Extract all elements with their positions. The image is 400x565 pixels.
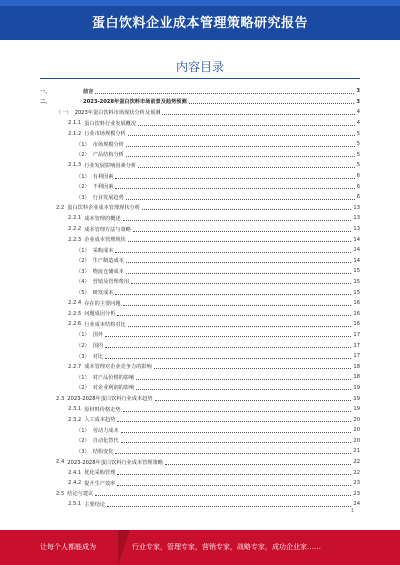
toc-entry-number: 2.2	[56, 204, 65, 211]
toc-entry-number: 2.2.2	[68, 226, 82, 233]
toc-entry-number: （2）	[76, 343, 90, 350]
toc-entry[interactable]	[40, 128, 360, 139]
toc-entry-number: 2.2.5	[68, 310, 82, 317]
toc-leader-dots	[136, 389, 351, 390]
toc-entry-page: 6	[356, 183, 360, 190]
toc-entry[interactable]	[40, 308, 360, 319]
toc-entry[interactable]	[40, 256, 360, 267]
toc-entry-title: 有利因素	[92, 173, 114, 180]
toc-entry[interactable]	[40, 383, 360, 394]
toc-entry-title: 蛋白饮料企业成本管理现状分析	[67, 205, 140, 212]
toc-entry[interactable]	[40, 234, 360, 245]
toc-entry-page: 17	[353, 353, 360, 360]
toc-entry-title: 行业发展趋势	[92, 194, 124, 201]
toc-entry-number: 2.4	[56, 459, 65, 466]
toc-entry-number: 2.2.7	[68, 363, 82, 370]
toc-entry-page: 14	[353, 247, 360, 254]
toc-entry[interactable]	[40, 361, 360, 372]
toc-entry-number: 2.3.2	[68, 416, 82, 423]
header-stripe	[0, 0, 400, 6]
toc-entry-page: 15	[353, 268, 360, 275]
toc-entry-number: 2.4.2	[68, 480, 82, 487]
toc-entry-number: （4）	[76, 279, 90, 286]
toc-leader-dots	[142, 209, 352, 210]
toc-entry[interactable]	[40, 478, 360, 489]
toc-entry-number: （2）	[76, 152, 90, 159]
toc-entry-number: （3）	[76, 353, 90, 360]
toc-entry[interactable]	[40, 181, 360, 192]
toc-entry-title: 前言	[83, 88, 94, 95]
toc-leader-dots	[165, 464, 351, 465]
toc-leader-dots	[95, 93, 354, 94]
toc-entry-page: 13	[353, 215, 360, 222]
toc-leader-dots	[126, 199, 355, 200]
toc-leader-dots	[123, 220, 352, 221]
toc-entry-number: 2.1.1	[68, 120, 82, 127]
toc-entry-number: （3）	[76, 268, 90, 275]
toc-entry[interactable]	[40, 192, 360, 203]
toc-leader-dots	[117, 315, 351, 316]
toc-entry-title: 产品结构分析	[92, 152, 124, 159]
toc-entry-title: 原材料价格走势	[84, 406, 121, 413]
toc-entry-page: 16	[353, 321, 360, 328]
toc-entry-number: （一）	[56, 109, 72, 116]
toc-entry-number: （3）	[76, 194, 90, 201]
toc-entry-number: （1）	[76, 141, 90, 148]
toc-entry-page: 16	[353, 310, 360, 317]
toc-entry[interactable]	[40, 213, 360, 224]
toc-entry-title: 行业成本结构对比	[84, 321, 126, 328]
toc-leader-dots	[131, 283, 351, 284]
toc-leader-dots	[115, 453, 351, 454]
toc-entry-title: 物流仓储成本	[92, 268, 124, 275]
toc-entry-title: 劳动力成本	[92, 427, 119, 434]
toc-entry-number: （3）	[76, 448, 90, 455]
toc-leader-dots	[117, 474, 351, 475]
toc-entry-title: 国外	[92, 332, 104, 339]
toc-entry-title: 成本管理对企业竞争力的影响	[84, 364, 152, 371]
toc-entry-page: 18	[353, 363, 360, 370]
toc-entry[interactable]	[40, 277, 360, 288]
toc-entry-page: 4	[356, 109, 360, 116]
toc-entry[interactable]	[40, 467, 360, 478]
toc-entry-number: （2）	[76, 258, 90, 265]
toc-entry-title: 采购成本	[92, 247, 114, 254]
toc-entry-page: 19	[353, 384, 360, 391]
toc-entry-page: 5	[356, 162, 360, 169]
toc-entry-page: 24	[353, 501, 360, 508]
toc-entry-page: 3	[356, 88, 360, 95]
toc-leader-dots	[133, 231, 351, 232]
toc-entry-title: 结构变化	[92, 448, 114, 455]
toc-entry[interactable]	[40, 489, 360, 500]
toc-entry-page: 3	[356, 98, 360, 105]
toc-entry-title: 提升生产效率	[84, 480, 116, 487]
toc-entry-title: 2023-2028年蛋白饮料行业成本管理策略	[67, 459, 163, 466]
toc-entry[interactable]	[40, 287, 360, 298]
toc-entry-number: （2）	[76, 385, 90, 392]
toc-entry-title: 自动化替代	[92, 438, 119, 445]
toc-entry-page: 20	[353, 437, 360, 444]
toc-entry-title: 不利因素	[92, 184, 114, 191]
report-title: 蛋白饮料企业成本管理策略研究报告	[91, 16, 308, 31]
toc-entry-page: 13	[353, 204, 360, 211]
toc-leader-dots	[189, 103, 355, 104]
toc-entry-page: 15	[353, 289, 360, 296]
toc-entry-page: 21	[353, 448, 360, 455]
toc-entry-page: 5	[356, 141, 360, 148]
toc-leader-dots	[107, 506, 351, 507]
toc-entry-number: 2.5	[56, 490, 65, 497]
toc-entry-title: 优化采购管理	[84, 470, 116, 477]
toc-entry-number: （1）	[76, 374, 90, 381]
toc-entry[interactable]	[40, 118, 360, 129]
report-header	[0, 0, 400, 40]
toc-leader-dots	[95, 495, 351, 496]
toc-entry[interactable]	[40, 107, 360, 118]
toc-entry-page: 6	[356, 194, 360, 201]
toc-entry[interactable]	[40, 414, 360, 425]
toc-entry-title: 对产品价格的影响	[92, 374, 135, 381]
toc-entry[interactable]	[40, 86, 360, 97]
toc-leader-dots	[105, 347, 351, 348]
toc-entry-page: 4	[356, 120, 360, 127]
toc-entry-title: 市场规模分析	[92, 141, 124, 148]
toc-entry-page: 22	[353, 459, 360, 466]
toc-entry-number: 2.1.3	[68, 162, 82, 169]
toc-entry-page: 20	[353, 427, 360, 434]
footer-divider	[118, 530, 130, 565]
toc-leader-dots	[138, 125, 355, 126]
toc-entry[interactable]	[40, 436, 360, 447]
toc-entry-number: 一、	[40, 88, 51, 95]
toc-entry-page: 5	[356, 130, 360, 137]
toc-entry[interactable]	[40, 224, 360, 235]
toc-leader-dots	[115, 252, 351, 253]
toc-leader-dots	[126, 262, 352, 263]
toc-entry-title: 结论与建议	[67, 491, 94, 498]
toc-entry-title: 2023-2028年蛋白饮料市场前景及趋势预测	[83, 99, 187, 106]
toc-entry-number: （1）	[76, 173, 90, 180]
toc-leader-dots	[162, 114, 354, 115]
toc-entry-title: 对比	[92, 353, 104, 360]
toc-entry-title: 人工成本趋势	[84, 417, 116, 424]
toc-entry-page: 17	[353, 342, 360, 349]
toc-entry-number: 2.5.1	[68, 501, 82, 508]
toc-leader-dots	[126, 156, 355, 157]
toc-entry-title: 蛋白饮料行业发展概况	[84, 120, 137, 127]
toc-entry-number: 2.2.1	[68, 215, 82, 222]
toc-leader-dots	[117, 421, 351, 422]
toc-entry-number: （5）	[76, 290, 90, 297]
toc-leader-dots	[105, 336, 351, 337]
toc-entry[interactable]	[40, 171, 360, 182]
toc-entry-title: 研发成本	[92, 290, 114, 297]
toc-leader-dots	[128, 326, 352, 327]
toc-leader-dots	[126, 273, 352, 274]
table-of-contents	[40, 86, 360, 510]
toc-entry-title: 主要结论	[84, 501, 105, 508]
toc-entry-page: 15	[353, 278, 360, 285]
toc-entry-page: 6	[356, 173, 360, 180]
toc-entry-title: 2023-2028年蛋白饮料行业成本趋势	[67, 396, 153, 403]
toc-entry-number: 2.4.1	[68, 469, 82, 476]
toc-entry-number: 二、	[40, 99, 51, 106]
toc-entry[interactable]	[40, 351, 360, 362]
toc-entry[interactable]	[40, 446, 360, 457]
toc-entry-number: （1）	[76, 247, 90, 254]
toc-entry-title: 生产制造成本	[92, 258, 124, 265]
toc-entry-title: 营销及管理费用	[92, 279, 130, 286]
toc-entry-page: 20	[353, 416, 360, 423]
page-number: 1	[350, 508, 354, 514]
toc-entry-number: 2.3	[56, 395, 65, 402]
footer-slogan: 让每个人都能成为	[40, 543, 96, 551]
toc-entry-title: 成本管理方法与策略	[84, 226, 131, 233]
toc-entry-page: 18	[353, 374, 360, 381]
toc-entry[interactable]	[40, 425, 360, 436]
heading-divider	[40, 78, 360, 79]
toc-leader-dots	[123, 411, 352, 412]
toc-entry-page: 17	[353, 331, 360, 338]
toc-leader-dots	[128, 241, 352, 242]
toc-leader-dots	[155, 400, 352, 401]
toc-entry-number: （2）	[76, 184, 90, 191]
toc-entry[interactable]	[40, 330, 360, 341]
toc-entry[interactable]	[40, 139, 360, 150]
toc-entry[interactable]	[40, 457, 360, 468]
toc-entry[interactable]	[40, 393, 360, 404]
toc-entry-number: 2.1.2	[68, 130, 82, 137]
toc-leader-dots	[123, 305, 352, 306]
toc-entry-number: 2.2.6	[68, 321, 82, 328]
toc-leader-dots	[105, 358, 351, 359]
toc-leader-dots	[138, 167, 355, 168]
toc-entry-title: 成本管理的概述	[84, 215, 121, 222]
toc-entry-number: （1）	[76, 427, 90, 434]
toc-entry-number: 2.2.4	[68, 300, 82, 307]
toc-entry[interactable]	[40, 372, 360, 383]
toc-leader-dots	[115, 178, 354, 179]
toc-entry-page: 16	[353, 300, 360, 307]
toc-entry-page: 14	[353, 257, 360, 264]
toc-entry-title: 行业市场规模分析	[84, 131, 126, 138]
toc-entry-page: 22	[353, 469, 360, 476]
toc-entry-number: （2）	[76, 438, 90, 445]
toc-entry-title: 2023年蛋白饮料市场现状分析及预测	[74, 109, 161, 116]
toc-leader-dots	[154, 368, 352, 369]
toc-entry[interactable]	[40, 245, 360, 256]
toc-entry[interactable]	[40, 404, 360, 415]
toc-entry-number: 2.3.1	[68, 406, 82, 413]
toc-leader-dots	[126, 146, 355, 147]
toc-entry[interactable]	[40, 150, 360, 161]
toc-entry-page: 23	[353, 480, 360, 487]
footer-banner	[0, 530, 400, 565]
toc-leader-dots	[121, 432, 352, 433]
toc-entry[interactable]	[40, 266, 360, 277]
toc-leader-dots	[115, 188, 354, 189]
toc-entry-title: 问题成因分析	[84, 311, 116, 318]
toc-entry-page: 23	[353, 490, 360, 497]
toc-entry[interactable]	[40, 499, 360, 510]
toc-entry[interactable]	[40, 160, 360, 171]
toc-entry[interactable]	[40, 298, 360, 309]
toc-entry-title: 国内	[92, 343, 104, 350]
toc-entry[interactable]	[40, 97, 360, 108]
toc-entry-title: 对企业利润的影响	[92, 385, 135, 392]
toc-entry-title: 存在的主要问题	[84, 300, 121, 307]
toc-entry-page: 19	[353, 406, 360, 413]
toc-entry-number: （1）	[76, 332, 90, 339]
toc-entry[interactable]	[40, 203, 360, 214]
toc-heading: 内容目录	[175, 60, 224, 74]
toc-leader-dots	[115, 294, 351, 295]
toc-entry-title: 企业成本管理现状	[84, 237, 126, 244]
toc-leader-dots	[128, 135, 355, 136]
toc-leader-dots	[121, 442, 352, 443]
toc-entry[interactable]	[40, 319, 360, 330]
toc-leader-dots	[136, 379, 351, 380]
toc-entry-page: 5	[356, 151, 360, 158]
toc-entry-title: 行业发展影响因素分析	[84, 162, 137, 169]
toc-entry-page: 19	[353, 395, 360, 402]
toc-entry-number: 2.2.3	[68, 236, 82, 243]
footer-tagline: 行业专家，管理专家，营销专家，战略专家，成功企业家……	[132, 543, 321, 551]
toc-entry-page: 14	[353, 236, 360, 243]
toc-leader-dots	[117, 485, 351, 486]
toc-entry-page: 13	[353, 226, 360, 233]
toc-entry[interactable]	[40, 340, 360, 351]
